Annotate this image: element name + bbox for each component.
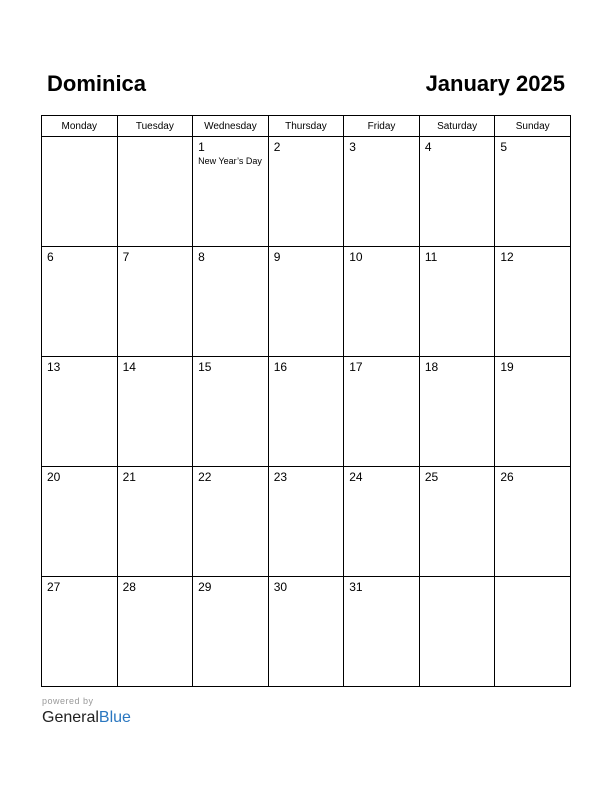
- day-number: 9: [273, 250, 281, 264]
- day-cell: [268, 357, 344, 467]
- day-cell: [117, 247, 193, 357]
- weekday-header: Tuesday: [117, 116, 193, 137]
- day-number: 18: [424, 360, 439, 374]
- brand-blue: Blue: [98, 709, 131, 726]
- day-number: [42, 137, 117, 140]
- week-row: [42, 137, 571, 247]
- day-number: 14: [122, 360, 136, 374]
- day-cell: [419, 577, 495, 687]
- day-cell: [42, 577, 118, 687]
- day-cell: [117, 467, 193, 577]
- day-cell: [495, 577, 571, 687]
- day-number: 3: [349, 140, 356, 154]
- day-number: 6: [47, 250, 54, 264]
- day-number: 29: [198, 580, 212, 594]
- day-number: 24: [349, 470, 363, 484]
- day-number: [118, 137, 193, 140]
- day-cell: [495, 467, 571, 577]
- day-number: 20: [47, 470, 61, 484]
- footer-branding: [42, 696, 131, 728]
- day-number: [420, 577, 495, 580]
- day-number: 25: [424, 470, 439, 484]
- day-number: 10: [349, 250, 363, 264]
- day-cell: [344, 137, 420, 247]
- day-cell: [42, 247, 118, 357]
- day-cell: [42, 467, 118, 577]
- day-cell: [42, 137, 118, 247]
- weekday-header: Sunday: [495, 116, 571, 137]
- day-cell: [344, 247, 420, 357]
- day-cell: [193, 467, 269, 577]
- day-number: 31: [349, 580, 363, 594]
- day-number: 23: [273, 470, 288, 484]
- day-number: 28: [122, 580, 136, 594]
- day-cell: [495, 247, 571, 357]
- day-cell: [268, 467, 344, 577]
- day-cell: [268, 577, 344, 687]
- day-cell: [344, 577, 420, 687]
- weekday-header-row: [42, 116, 571, 137]
- weekday-header: Thursday: [268, 116, 344, 137]
- day-number: 2: [273, 140, 281, 154]
- week-row: [42, 357, 571, 467]
- week-row: [42, 247, 571, 357]
- brand-logo: [42, 708, 131, 728]
- brand-general: General: [42, 709, 99, 726]
- day-number: 12: [500, 250, 514, 264]
- country-title: Dominica: [47, 71, 147, 96]
- week-row: [42, 577, 571, 687]
- day-cell: [419, 467, 495, 577]
- day-number: 26: [500, 470, 514, 484]
- week-row: [42, 467, 571, 577]
- day-number: 11: [424, 250, 438, 264]
- day-number: 22: [198, 470, 212, 484]
- month-title: January 2025: [425, 71, 565, 96]
- day-cell: [419, 247, 495, 357]
- weekday-header: Friday: [344, 116, 420, 137]
- day-number: 17: [349, 360, 363, 374]
- weekday-header: Wednesday: [193, 116, 269, 137]
- weekday-header: Saturday: [419, 116, 495, 137]
- day-number: 15: [198, 360, 212, 374]
- day-cell: [268, 247, 344, 357]
- day-cell: [193, 247, 269, 357]
- day-number: 1: [198, 140, 205, 154]
- day-number: 19: [500, 360, 514, 374]
- day-cell: [268, 137, 344, 247]
- day-number: 8: [198, 250, 205, 264]
- day-cell: [42, 357, 118, 467]
- day-number: 30: [273, 580, 288, 594]
- day-cell: [193, 137, 269, 247]
- day-cell: [344, 357, 420, 467]
- day-cell: [419, 137, 495, 247]
- day-cell: [419, 357, 495, 467]
- day-cell: [495, 137, 571, 247]
- day-number: 4: [424, 140, 432, 154]
- day-cell: [117, 577, 193, 687]
- day-number: 13: [47, 360, 61, 374]
- day-cell: [495, 357, 571, 467]
- day-number: 21: [122, 470, 136, 484]
- day-number: 27: [47, 580, 61, 594]
- day-number: 16: [273, 360, 288, 374]
- powered-by-label: powered by: [42, 696, 94, 706]
- day-cell: [344, 467, 420, 577]
- calendar-grid: [41, 115, 571, 687]
- day-number: [495, 577, 570, 580]
- day-cell: [117, 357, 193, 467]
- day-number: 5: [500, 140, 508, 154]
- day-cell: [193, 357, 269, 467]
- day-cell: [117, 137, 193, 247]
- day-number: 7: [122, 250, 130, 264]
- holiday-label: New Year’s Day: [198, 156, 262, 166]
- weekday-header: Monday: [42, 116, 118, 137]
- day-cell: [193, 577, 269, 687]
